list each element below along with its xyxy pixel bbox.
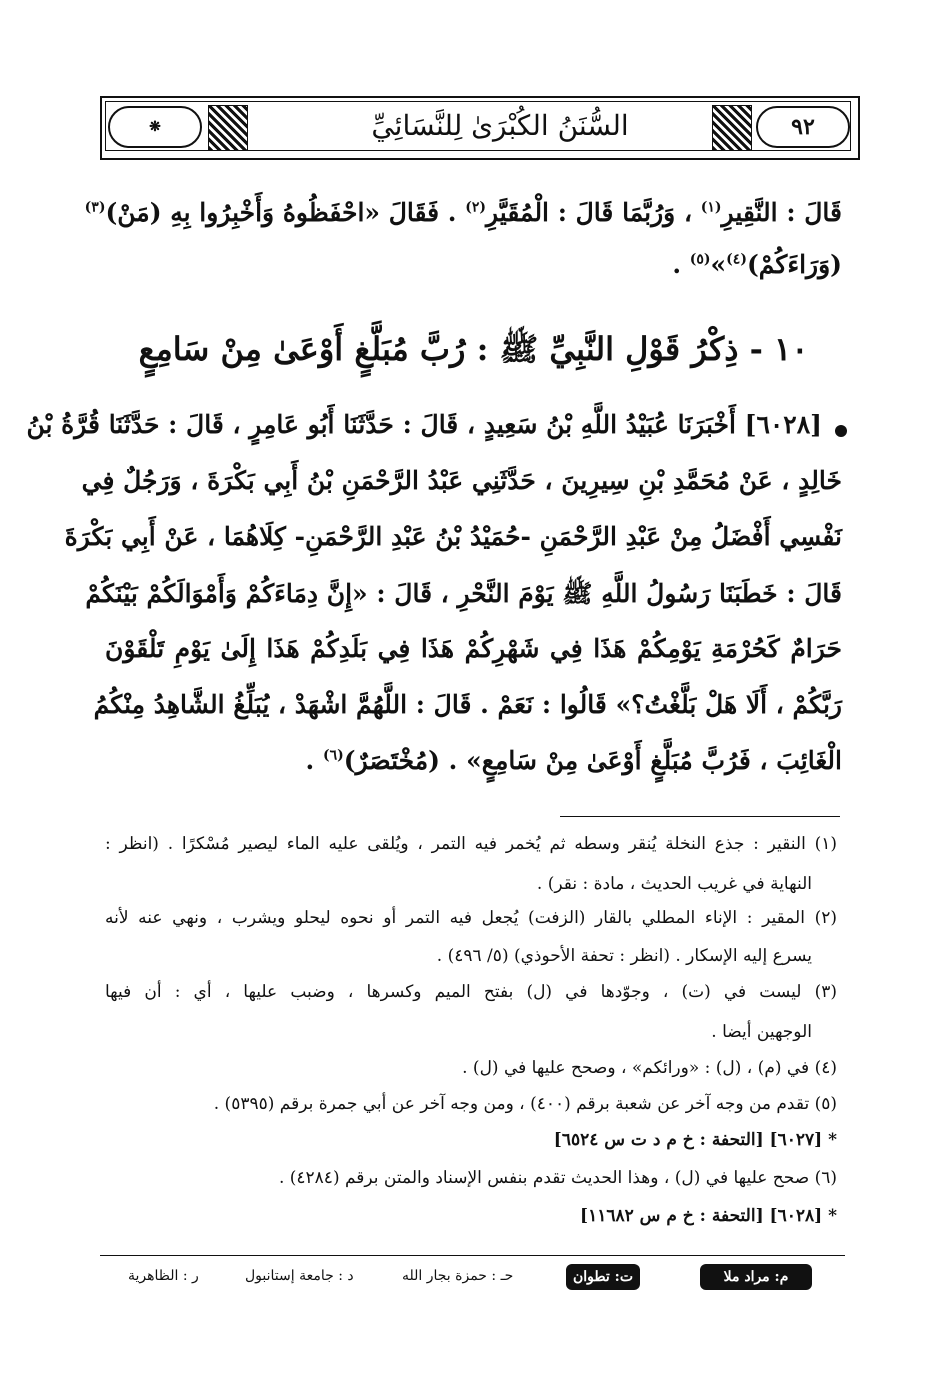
- footnote-ref-2[interactable]: (٢): [465, 199, 486, 216]
- footnote-separator: [560, 816, 840, 817]
- hadith-line-last: الْغَائِبَ ، فَرُبَّ مُبَلَّغٍ أَوْعَىٰ مِنْ سَامِعٍ» . (مُخْتَصَرٌ)$^{(٦)}$ .: [305, 746, 842, 775]
- footnote-5: (٥) تقدم من وجه آخر عن شعبة برقم (٤٠٠) ، ومن وجه آخر عن أبي جمرة برقم (٥٣٩٥) .: [213, 1094, 837, 1114]
- footnote-1: (١) النقير : جذع النخلة يُنقر وسطه ثم يُخمر فيه التمر ، ويُلقى عليه الماء ليصير مُسْكرًا . (انظر :: [105, 834, 837, 854]
- footer-rule: [100, 1255, 845, 1256]
- hadith-line: نَفْسِي أَفْضَلُ مِنْ عَبْدِ الرَّحْمَنِ -حُمَيْدُ بْنُ عَبْدِ الرَّحْمَنِ- كِلَاهُمَا ، عَنْ أَبِي بَكْرَةَ: [64, 522, 842, 551]
- text-line-1: قَالَ : النَّقِيرِ$^{(١)}$ ، وَرُبَّمَا قَالَ : الْمُقَيَّرِ$^{(٢)}$ . فَقَالَ «احْفَظُوهُ وَأَخْبِرُوا بِهِ (مَنْ)$^{(٣)}$: [84, 198, 842, 227]
- manuscript-r: ر : الظاهرية: [128, 1268, 199, 1284]
- page-header: [100, 96, 860, 160]
- footnote-6: (٦) صحح عليها في (ل) ، وهذا الحديث تقدم بنفس الإسناد والمتن برقم (٤٢٨٤) .: [278, 1168, 837, 1188]
- hadith-line: خَالِدٍ ، عَنْ مُحَمَّدِ بْنِ سِيرِينَ ، حَدَّثَنِي عَبْدُ الرَّحْمَنِ بْنُ أَبِي بَكْرَةَ ، وَرَجُلٌ فِي: [81, 466, 842, 495]
- hadith-line: حَرَامٌ كَحُرْمَةِ يَوْمِكُمْ هَذَا فِي شَهْرِكُمْ هَذَا فِي بَلَدِكُمْ هَذَا إِلَىٰ يَوْمِ تَلْقَوْنَ: [105, 634, 842, 663]
- manuscript-d: د : جامعة إستانبول: [245, 1268, 354, 1284]
- hadith-line: [٦٠٢٨] أَخْبَرَنَا عُبَيْدُ اللَّهِ بْنُ سَعِيدٍ ، قَالَ : حَدَّثَنَا أَبُو عَامِرٍ ، قَالَ : حَدَّثَنَا قُرَّةُ بْنُ: [26, 410, 822, 439]
- tuhfa-ref-6028: * [٦٠٢٨] [التحفة : خ م س ١١٦٨٢]: [580, 1206, 837, 1226]
- hadith-line: رَبَّكُمْ ، أَلَا هَلْ بَلَّغْتُ؟» قَالُوا : نَعَمْ . قَالَ : اللَّهُمَّ اشْهَدْ ، يُبَلِّغُ الشَّاهِدُ مِنْكُمُ: [93, 690, 842, 719]
- page-number: ٩٢: [756, 106, 850, 148]
- footnote-2-cont: يسرع إليه الإسكار . (انظر : تحفة الأحوذي) (٥/ ٤٩٦) .: [436, 946, 812, 966]
- footnote-2: (٢) المقير : الإناء المطلي بالقار (الزفت) يُجعل فيه التمر أو نحوه ليحلو ويشرب ، ونهي عنه لأنه: [105, 908, 837, 928]
- footnote-ref-5[interactable]: (٥): [689, 251, 711, 268]
- footnote-3-cont: الوجهين أيضا .: [711, 1022, 812, 1042]
- footnote-ref-1[interactable]: (١): [700, 199, 722, 216]
- footnote-1-cont: النهاية في غريب الحديث ، مادة : نقر) .: [536, 874, 812, 894]
- book-logo-text: ❋: [149, 119, 161, 135]
- text-line-2: (وَرَاءَكُمْ)$^{(٤)}$»$^{(٥)}$ .: [672, 250, 842, 279]
- footnote-4: (٤) في (م) ، (ل) : «ورائكم» ، وصحح عليها في (ل) .: [462, 1058, 837, 1078]
- chapter-heading: ١٠ - ذِكْرُ قَوْلِ النَّبِيِّ ﷺ : رُبَّ مُبَلَّغٍ أَوْعَىٰ مِنْ سَامِعٍ: [138, 330, 809, 368]
- ornament-left-icon: [208, 105, 248, 151]
- footnote-ref-4[interactable]: (٤): [726, 251, 747, 268]
- hadith-line: قَالَ : خَطَبَنَا رَسُولُ اللَّهِ ﷺ يَوْمَ النَّحْرِ ، قَالَ : «إِنَّ دِمَاءَكُمْ وَأَمْوَالَكُمْ بَيْنَكُمْ: [85, 579, 842, 608]
- footnote-3: (٣) ليست في (ت) ، وجوّدها في (ل) بفتح الميم وكسرها ، وضبب عليها ، أي : أن فيها: [105, 982, 837, 1002]
- tuhfa-ref-6027: * [٦٠٢٧] [التحفة : خ م د ت س ٦٥٢٤]: [553, 1130, 837, 1150]
- book-title: السُّنَنُ الكُبْرَىٰ لِلنَّسَائِيِّ: [371, 109, 629, 142]
- bullet-icon: [835, 425, 847, 437]
- book-logo: [108, 106, 202, 148]
- footnote-ref-6[interactable]: (٦): [322, 747, 344, 764]
- manuscript-h: حـ : حمزة بجار الله: [402, 1268, 514, 1284]
- manuscript-badge-m: م: مراد ملا: [700, 1264, 812, 1290]
- ornament-right-icon: [712, 105, 752, 151]
- manuscript-badge-t: ت: تطوان: [566, 1264, 640, 1290]
- footnote-ref-3[interactable]: (٣): [84, 199, 106, 216]
